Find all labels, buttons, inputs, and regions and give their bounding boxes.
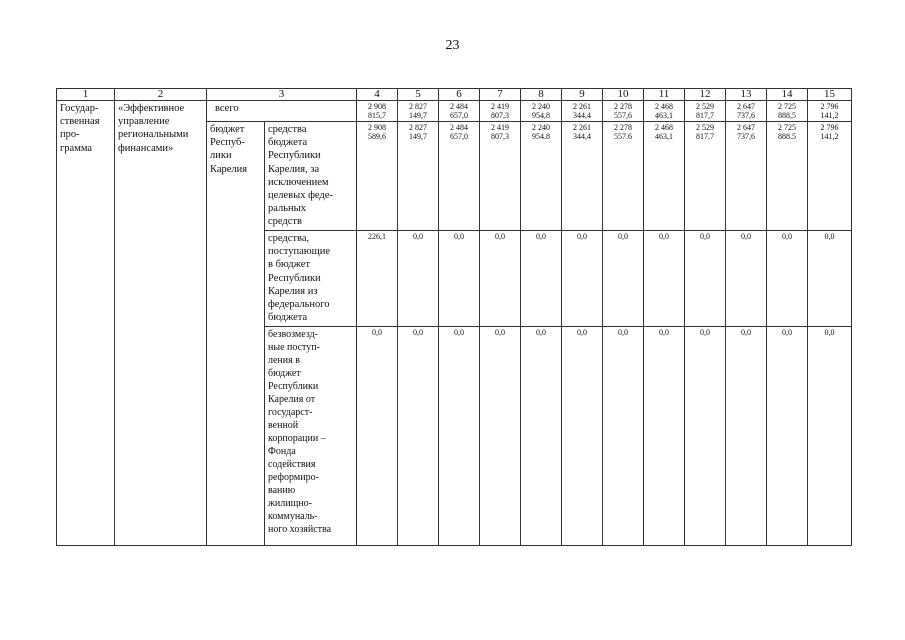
- value-cell: 0,0: [562, 231, 603, 327]
- value-cell: 0,0: [603, 327, 644, 546]
- value-cell: 0,0: [357, 327, 398, 546]
- value-cell: 2 240 954.8: [521, 122, 562, 231]
- value-cell: 0,0: [808, 231, 852, 327]
- header-cell: 14: [767, 89, 808, 101]
- value-cell: 2 261 344,4: [562, 122, 603, 231]
- header-cell: 2: [115, 89, 207, 101]
- value-cell: 2 468 463,1: [644, 101, 685, 122]
- row-label: безвозмезд- ные поступ- ления в бюджет Республики Карелия от государст- венной корпорации – Фонда содействия реформиро- ванию жилищно- коммуналь- ного хозяйства: [265, 327, 357, 546]
- value-cell: 2 796 141,2: [808, 122, 852, 231]
- header-cell: 5: [398, 89, 439, 101]
- header-cell: 3: [207, 89, 357, 101]
- value-cell: 0,0: [685, 231, 726, 327]
- value-cell: 2 725 888,5: [767, 101, 808, 122]
- header-cell: 4: [357, 89, 398, 101]
- program-type-cell: Государ- ственная про- грамма: [57, 101, 115, 546]
- value-cell: 2 827 149,7: [398, 101, 439, 122]
- value-cell: 2 468 463,1: [644, 122, 685, 231]
- value-cell: 0,0: [726, 327, 767, 546]
- value-cell: 0,0: [685, 327, 726, 546]
- budget-table: [56, 88, 852, 546]
- value-cell: 2 725 888.5: [767, 122, 808, 231]
- header-cell: 15: [808, 89, 852, 101]
- value-cell: 2 647 737,6: [726, 122, 767, 231]
- value-cell: 0,0: [521, 327, 562, 546]
- value-cell: 0,0: [398, 327, 439, 546]
- value-cell: 0,0: [767, 231, 808, 327]
- value-cell: 0,0: [439, 231, 480, 327]
- program-name-cell: «Эффективное управление региональными финансами»: [115, 101, 207, 546]
- header-cell: 9: [562, 89, 603, 101]
- value-cell: 2 827 149,7: [398, 122, 439, 231]
- value-cell: 2 484 657,0: [439, 101, 480, 122]
- header-cell: 13: [726, 89, 767, 101]
- total-label: всего: [207, 101, 357, 122]
- value-cell: 2 796 141,2: [808, 101, 852, 122]
- header-cell: 12: [685, 89, 726, 101]
- value-cell: 0,0: [398, 231, 439, 327]
- value-cell: 0,0: [808, 327, 852, 546]
- value-cell: 2 261 344,4: [562, 101, 603, 122]
- total-row: [57, 101, 852, 122]
- budget-label: бюджет Респуб- лики Карелия: [207, 122, 265, 546]
- header-cell: 1: [57, 89, 115, 101]
- value-cell: 0,0: [480, 231, 521, 327]
- page-number: 23: [445, 38, 460, 53]
- value-cell: 2 529 817,7: [685, 122, 726, 231]
- value-cell: 0,0: [644, 327, 685, 546]
- value-cell: 2 278 557,6: [603, 101, 644, 122]
- header-cell: 11: [644, 89, 685, 101]
- value-cell: 2 647 737,6: [726, 101, 767, 122]
- header-cell: 10: [603, 89, 644, 101]
- value-cell: 2 278 557.6: [603, 122, 644, 231]
- header-row: [57, 89, 852, 101]
- value-cell: 2 419 807,3: [480, 122, 521, 231]
- header-cell: 6: [439, 89, 480, 101]
- header-cell: 7: [480, 89, 521, 101]
- value-cell: 0,0: [439, 327, 480, 546]
- value-cell: 2 529 817,7: [685, 101, 726, 122]
- header-cell: 8: [521, 89, 562, 101]
- value-cell: 2 908 589,6: [357, 122, 398, 231]
- row-label: средства бюджета Республики Карелия, за исключением целевых феде- ральных средств: [265, 122, 357, 231]
- value-cell: 0,0: [480, 327, 521, 546]
- row-label: средства, поступающие в бюджет Республики Карелия из федерального бюджета: [265, 231, 357, 327]
- value-cell: 0,0: [726, 231, 767, 327]
- value-cell: 2 419 807,3: [480, 101, 521, 122]
- value-cell: 0,0: [521, 231, 562, 327]
- value-cell: 0,0: [644, 231, 685, 327]
- value-cell: 0,0: [767, 327, 808, 546]
- value-cell: 2 484 657,0: [439, 122, 480, 231]
- value-cell: 226,1: [357, 231, 398, 327]
- value-cell: 0,0: [603, 231, 644, 327]
- value-cell: 2 240 954,8: [521, 101, 562, 122]
- value-cell: 0,0: [562, 327, 603, 546]
- value-cell: 2 908 815,7: [357, 101, 398, 122]
